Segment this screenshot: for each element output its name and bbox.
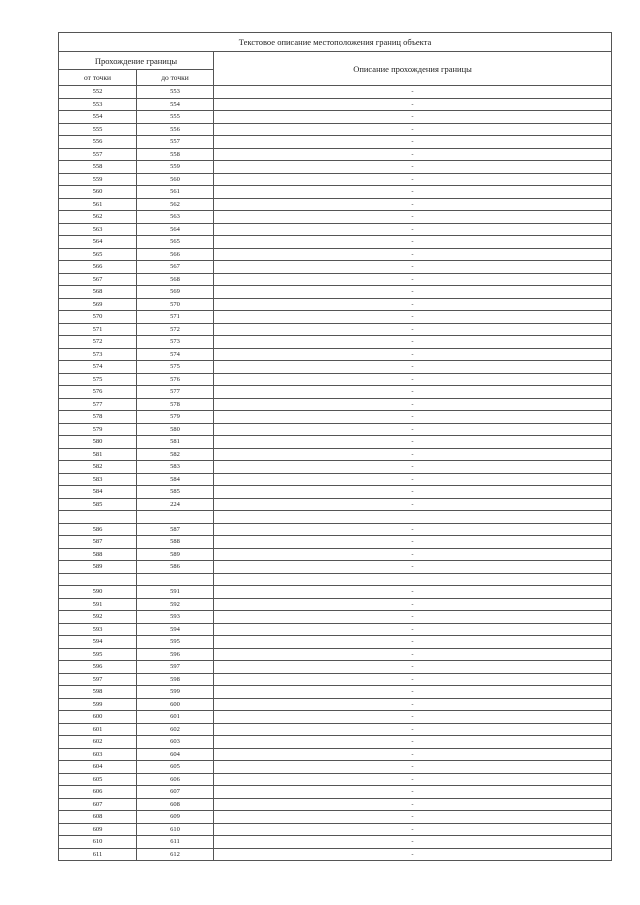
from-point-cell: 580 (59, 436, 137, 449)
table-title: Текстовое описание местоположения границ объекта (59, 33, 612, 52)
from-point-cell: 609 (59, 823, 137, 836)
description-cell: - (214, 423, 612, 436)
from-point-cell: 562 (59, 211, 137, 224)
to-point-cell: 576 (137, 373, 214, 386)
to-point-cell: 572 (137, 323, 214, 336)
from-point-cell: 579 (59, 423, 137, 436)
from-point-cell: 588 (59, 548, 137, 561)
from-point-cell: 599 (59, 698, 137, 711)
table-row (59, 523, 612, 536)
from-point-cell: 603 (59, 748, 137, 761)
from-point-cell: 606 (59, 786, 137, 799)
table-row (59, 573, 612, 586)
to-point-cell: 585 (137, 486, 214, 499)
to-point-cell: 584 (137, 473, 214, 486)
table-row (59, 261, 612, 274)
from-point-cell: 556 (59, 136, 137, 149)
table-row (59, 186, 612, 199)
from-point-cell: 555 (59, 123, 137, 136)
description-cell: - (214, 786, 612, 799)
description-cell: - (214, 548, 612, 561)
to-point-cell: 588 (137, 536, 214, 549)
description-cell: - (214, 273, 612, 286)
to-point-cell: 595 (137, 636, 214, 649)
from-point-cell: 574 (59, 361, 137, 374)
description-cell: - (214, 736, 612, 749)
table-row (59, 448, 612, 461)
from-point-cell: 557 (59, 148, 137, 161)
to-point-cell (137, 511, 214, 524)
to-point-cell: 555 (137, 111, 214, 124)
to-point-cell: 601 (137, 711, 214, 724)
table-row (59, 336, 612, 349)
from-point-cell: 569 (59, 298, 137, 311)
description-cell: - (214, 173, 612, 186)
from-point-cell: 572 (59, 336, 137, 349)
to-point-cell: 604 (137, 748, 214, 761)
description-cell: - (214, 598, 612, 611)
from-point-cell: 602 (59, 736, 137, 749)
to-point-header: до точки (137, 70, 214, 86)
description-cell: - (214, 523, 612, 536)
from-point-cell: 576 (59, 386, 137, 399)
table-row (59, 161, 612, 174)
description-cell: - (214, 373, 612, 386)
to-point-cell: 579 (137, 411, 214, 424)
table-row (59, 236, 612, 249)
description-cell: - (214, 486, 612, 499)
table-row (59, 323, 612, 336)
from-point-cell: 581 (59, 448, 137, 461)
description-cell: - (214, 611, 612, 624)
table-row (59, 411, 612, 424)
to-point-cell: 566 (137, 248, 214, 261)
table-row (59, 248, 612, 261)
table-row (59, 723, 612, 736)
table-row (59, 661, 612, 674)
table-row (59, 736, 612, 749)
to-point-cell (137, 573, 214, 586)
description-cell: - (214, 711, 612, 724)
description-cell (214, 573, 612, 586)
table-row (59, 423, 612, 436)
to-point-cell: 611 (137, 836, 214, 849)
from-point-cell: 584 (59, 486, 137, 499)
table-row (59, 348, 612, 361)
description-cell: - (214, 411, 612, 424)
description-cell: - (214, 211, 612, 224)
description-cell: - (214, 236, 612, 249)
to-point-cell: 607 (137, 786, 214, 799)
from-point-cell: 559 (59, 173, 137, 186)
to-point-cell: 603 (137, 736, 214, 749)
to-point-cell: 578 (137, 398, 214, 411)
table-row (59, 611, 612, 624)
table-row (59, 373, 612, 386)
description-cell: - (214, 198, 612, 211)
description-cell: - (214, 298, 612, 311)
description-cell: - (214, 186, 612, 199)
description-cell: - (214, 536, 612, 549)
to-point-cell: 574 (137, 348, 214, 361)
description-header: Описание прохождения границы (214, 52, 612, 86)
description-cell: - (214, 386, 612, 399)
table-row (59, 598, 612, 611)
group-header: Прохождение границы (59, 52, 214, 70)
description-cell: - (214, 673, 612, 686)
from-point-cell: 558 (59, 161, 137, 174)
description-cell: - (214, 586, 612, 599)
description-cell: - (214, 473, 612, 486)
description-cell: - (214, 248, 612, 261)
from-point-cell: 573 (59, 348, 137, 361)
to-point-cell: 608 (137, 798, 214, 811)
table-row (59, 286, 612, 299)
table-row (59, 748, 612, 761)
from-point-cell: 590 (59, 586, 137, 599)
description-cell: - (214, 136, 612, 149)
table-row (59, 461, 612, 474)
to-point-cell: 581 (137, 436, 214, 449)
description-cell: - (214, 748, 612, 761)
from-point-cell: 575 (59, 373, 137, 386)
from-point-cell: 594 (59, 636, 137, 649)
from-point-cell: 589 (59, 561, 137, 574)
to-point-cell: 577 (137, 386, 214, 399)
table-row (59, 536, 612, 549)
table-row (59, 486, 612, 499)
to-point-cell: 582 (137, 448, 214, 461)
table-row (59, 623, 612, 636)
table-row (59, 823, 612, 836)
from-point-cell: 587 (59, 536, 137, 549)
to-point-cell: 559 (137, 161, 214, 174)
description-cell: - (214, 836, 612, 849)
description-cell: - (214, 498, 612, 511)
from-point-cell: 596 (59, 661, 137, 674)
to-point-cell: 599 (137, 686, 214, 699)
table-row (59, 311, 612, 324)
description-cell: - (214, 798, 612, 811)
from-point-cell: 585 (59, 498, 137, 511)
description-cell: - (214, 161, 612, 174)
to-point-cell: 563 (137, 211, 214, 224)
to-point-cell: 557 (137, 136, 214, 149)
to-point-cell: 600 (137, 698, 214, 711)
table-row (59, 711, 612, 724)
to-point-cell: 594 (137, 623, 214, 636)
to-point-cell: 562 (137, 198, 214, 211)
table-row (59, 211, 612, 224)
table-row (59, 786, 612, 799)
description-cell: - (214, 561, 612, 574)
to-point-cell: 587 (137, 523, 214, 536)
table-row (59, 436, 612, 449)
table-row (59, 173, 612, 186)
table-row (59, 636, 612, 649)
description-cell: - (214, 636, 612, 649)
description-cell: - (214, 448, 612, 461)
from-point-cell: 554 (59, 111, 137, 124)
to-point-cell: 569 (137, 286, 214, 299)
table-row (59, 361, 612, 374)
table-row (59, 848, 612, 861)
to-point-cell: 589 (137, 548, 214, 561)
to-point-cell: 591 (137, 586, 214, 599)
from-point-cell: 610 (59, 836, 137, 849)
from-point-cell: 565 (59, 248, 137, 261)
table-row (59, 498, 612, 511)
table-row (59, 111, 612, 124)
table-row (59, 398, 612, 411)
from-point-cell: 586 (59, 523, 137, 536)
from-point-cell: 553 (59, 98, 137, 111)
from-point-cell: 598 (59, 686, 137, 699)
from-point-cell: 570 (59, 311, 137, 324)
to-point-cell: 568 (137, 273, 214, 286)
table-row (59, 836, 612, 849)
table-row (59, 223, 612, 236)
table-row (59, 386, 612, 399)
table-row (59, 798, 612, 811)
from-point-cell: 600 (59, 711, 137, 724)
table-row (59, 511, 612, 524)
table-row (59, 86, 612, 99)
description-cell: - (214, 623, 612, 636)
from-point-cell: 582 (59, 461, 137, 474)
description-cell: - (214, 261, 612, 274)
description-cell: - (214, 686, 612, 699)
description-cell: - (214, 848, 612, 861)
description-cell: - (214, 86, 612, 99)
description-cell (214, 511, 612, 524)
table-row (59, 773, 612, 786)
from-point-cell: 567 (59, 273, 137, 286)
from-point-cell: 608 (59, 811, 137, 824)
from-point-header: от точки (59, 70, 137, 86)
to-point-cell: 612 (137, 848, 214, 861)
description-cell: - (214, 823, 612, 836)
table-row (59, 561, 612, 574)
to-point-cell: 597 (137, 661, 214, 674)
table-row (59, 811, 612, 824)
from-point-cell: 604 (59, 761, 137, 774)
table-row (59, 473, 612, 486)
from-point-cell: 578 (59, 411, 137, 424)
to-point-cell: 583 (137, 461, 214, 474)
from-point-cell (59, 573, 137, 586)
description-cell: - (214, 698, 612, 711)
table-row (59, 586, 612, 599)
from-point-cell: 601 (59, 723, 137, 736)
to-point-cell: 561 (137, 186, 214, 199)
to-point-cell: 573 (137, 336, 214, 349)
to-point-cell: 565 (137, 236, 214, 249)
to-point-cell: 554 (137, 98, 214, 111)
from-point-cell: 563 (59, 223, 137, 236)
table-row (59, 198, 612, 211)
table-row (59, 548, 612, 561)
from-point-cell: 561 (59, 198, 137, 211)
description-cell: - (214, 398, 612, 411)
from-point-cell: 566 (59, 261, 137, 274)
from-point-cell: 577 (59, 398, 137, 411)
description-cell: - (214, 98, 612, 111)
to-point-cell: 602 (137, 723, 214, 736)
description-cell: - (214, 661, 612, 674)
to-point-cell: 610 (137, 823, 214, 836)
description-cell: - (214, 311, 612, 324)
description-cell: - (214, 723, 612, 736)
to-point-cell: 592 (137, 598, 214, 611)
table-row (59, 698, 612, 711)
from-point-cell: 560 (59, 186, 137, 199)
from-point-cell: 592 (59, 611, 137, 624)
from-point-cell: 564 (59, 236, 137, 249)
table-row (59, 298, 612, 311)
from-point-cell: 568 (59, 286, 137, 299)
table-row (59, 136, 612, 149)
to-point-cell: 570 (137, 298, 214, 311)
table-row (59, 98, 612, 111)
from-point-cell: 605 (59, 773, 137, 786)
description-cell: - (214, 361, 612, 374)
from-point-cell: 607 (59, 798, 137, 811)
table-row (59, 148, 612, 161)
to-point-cell: 586 (137, 561, 214, 574)
table-row (59, 123, 612, 136)
description-cell: - (214, 648, 612, 661)
description-cell: - (214, 323, 612, 336)
table-row (59, 686, 612, 699)
to-point-cell: 605 (137, 761, 214, 774)
table-body (59, 86, 612, 861)
from-point-cell: 583 (59, 473, 137, 486)
from-point-cell: 611 (59, 848, 137, 861)
description-cell: - (214, 223, 612, 236)
description-cell: - (214, 773, 612, 786)
from-point-cell: 593 (59, 623, 137, 636)
table-row (59, 761, 612, 774)
from-point-cell: 597 (59, 673, 137, 686)
description-cell: - (214, 148, 612, 161)
to-point-cell: 609 (137, 811, 214, 824)
table-row (59, 648, 612, 661)
description-cell: - (214, 811, 612, 824)
description-cell: - (214, 761, 612, 774)
to-point-cell: 580 (137, 423, 214, 436)
from-point-cell: 552 (59, 86, 137, 99)
to-point-cell: 567 (137, 261, 214, 274)
table-row (59, 273, 612, 286)
to-point-cell: 575 (137, 361, 214, 374)
boundary-table (58, 32, 612, 861)
to-point-cell: 556 (137, 123, 214, 136)
table-row (59, 673, 612, 686)
to-point-cell: 596 (137, 648, 214, 661)
from-point-cell: 595 (59, 648, 137, 661)
to-point-cell: 593 (137, 611, 214, 624)
description-cell: - (214, 111, 612, 124)
description-cell: - (214, 336, 612, 349)
to-point-cell: 564 (137, 223, 214, 236)
from-point-cell: 591 (59, 598, 137, 611)
from-point-cell: 571 (59, 323, 137, 336)
to-point-cell: 560 (137, 173, 214, 186)
to-point-cell: 606 (137, 773, 214, 786)
to-point-cell: 224 (137, 498, 214, 511)
to-point-cell: 571 (137, 311, 214, 324)
to-point-cell: 553 (137, 86, 214, 99)
description-cell: - (214, 348, 612, 361)
description-cell: - (214, 436, 612, 449)
to-point-cell: 558 (137, 148, 214, 161)
description-cell: - (214, 286, 612, 299)
to-point-cell: 598 (137, 673, 214, 686)
description-cell: - (214, 461, 612, 474)
description-cell: - (214, 123, 612, 136)
from-point-cell (59, 511, 137, 524)
document-page (58, 32, 611, 861)
